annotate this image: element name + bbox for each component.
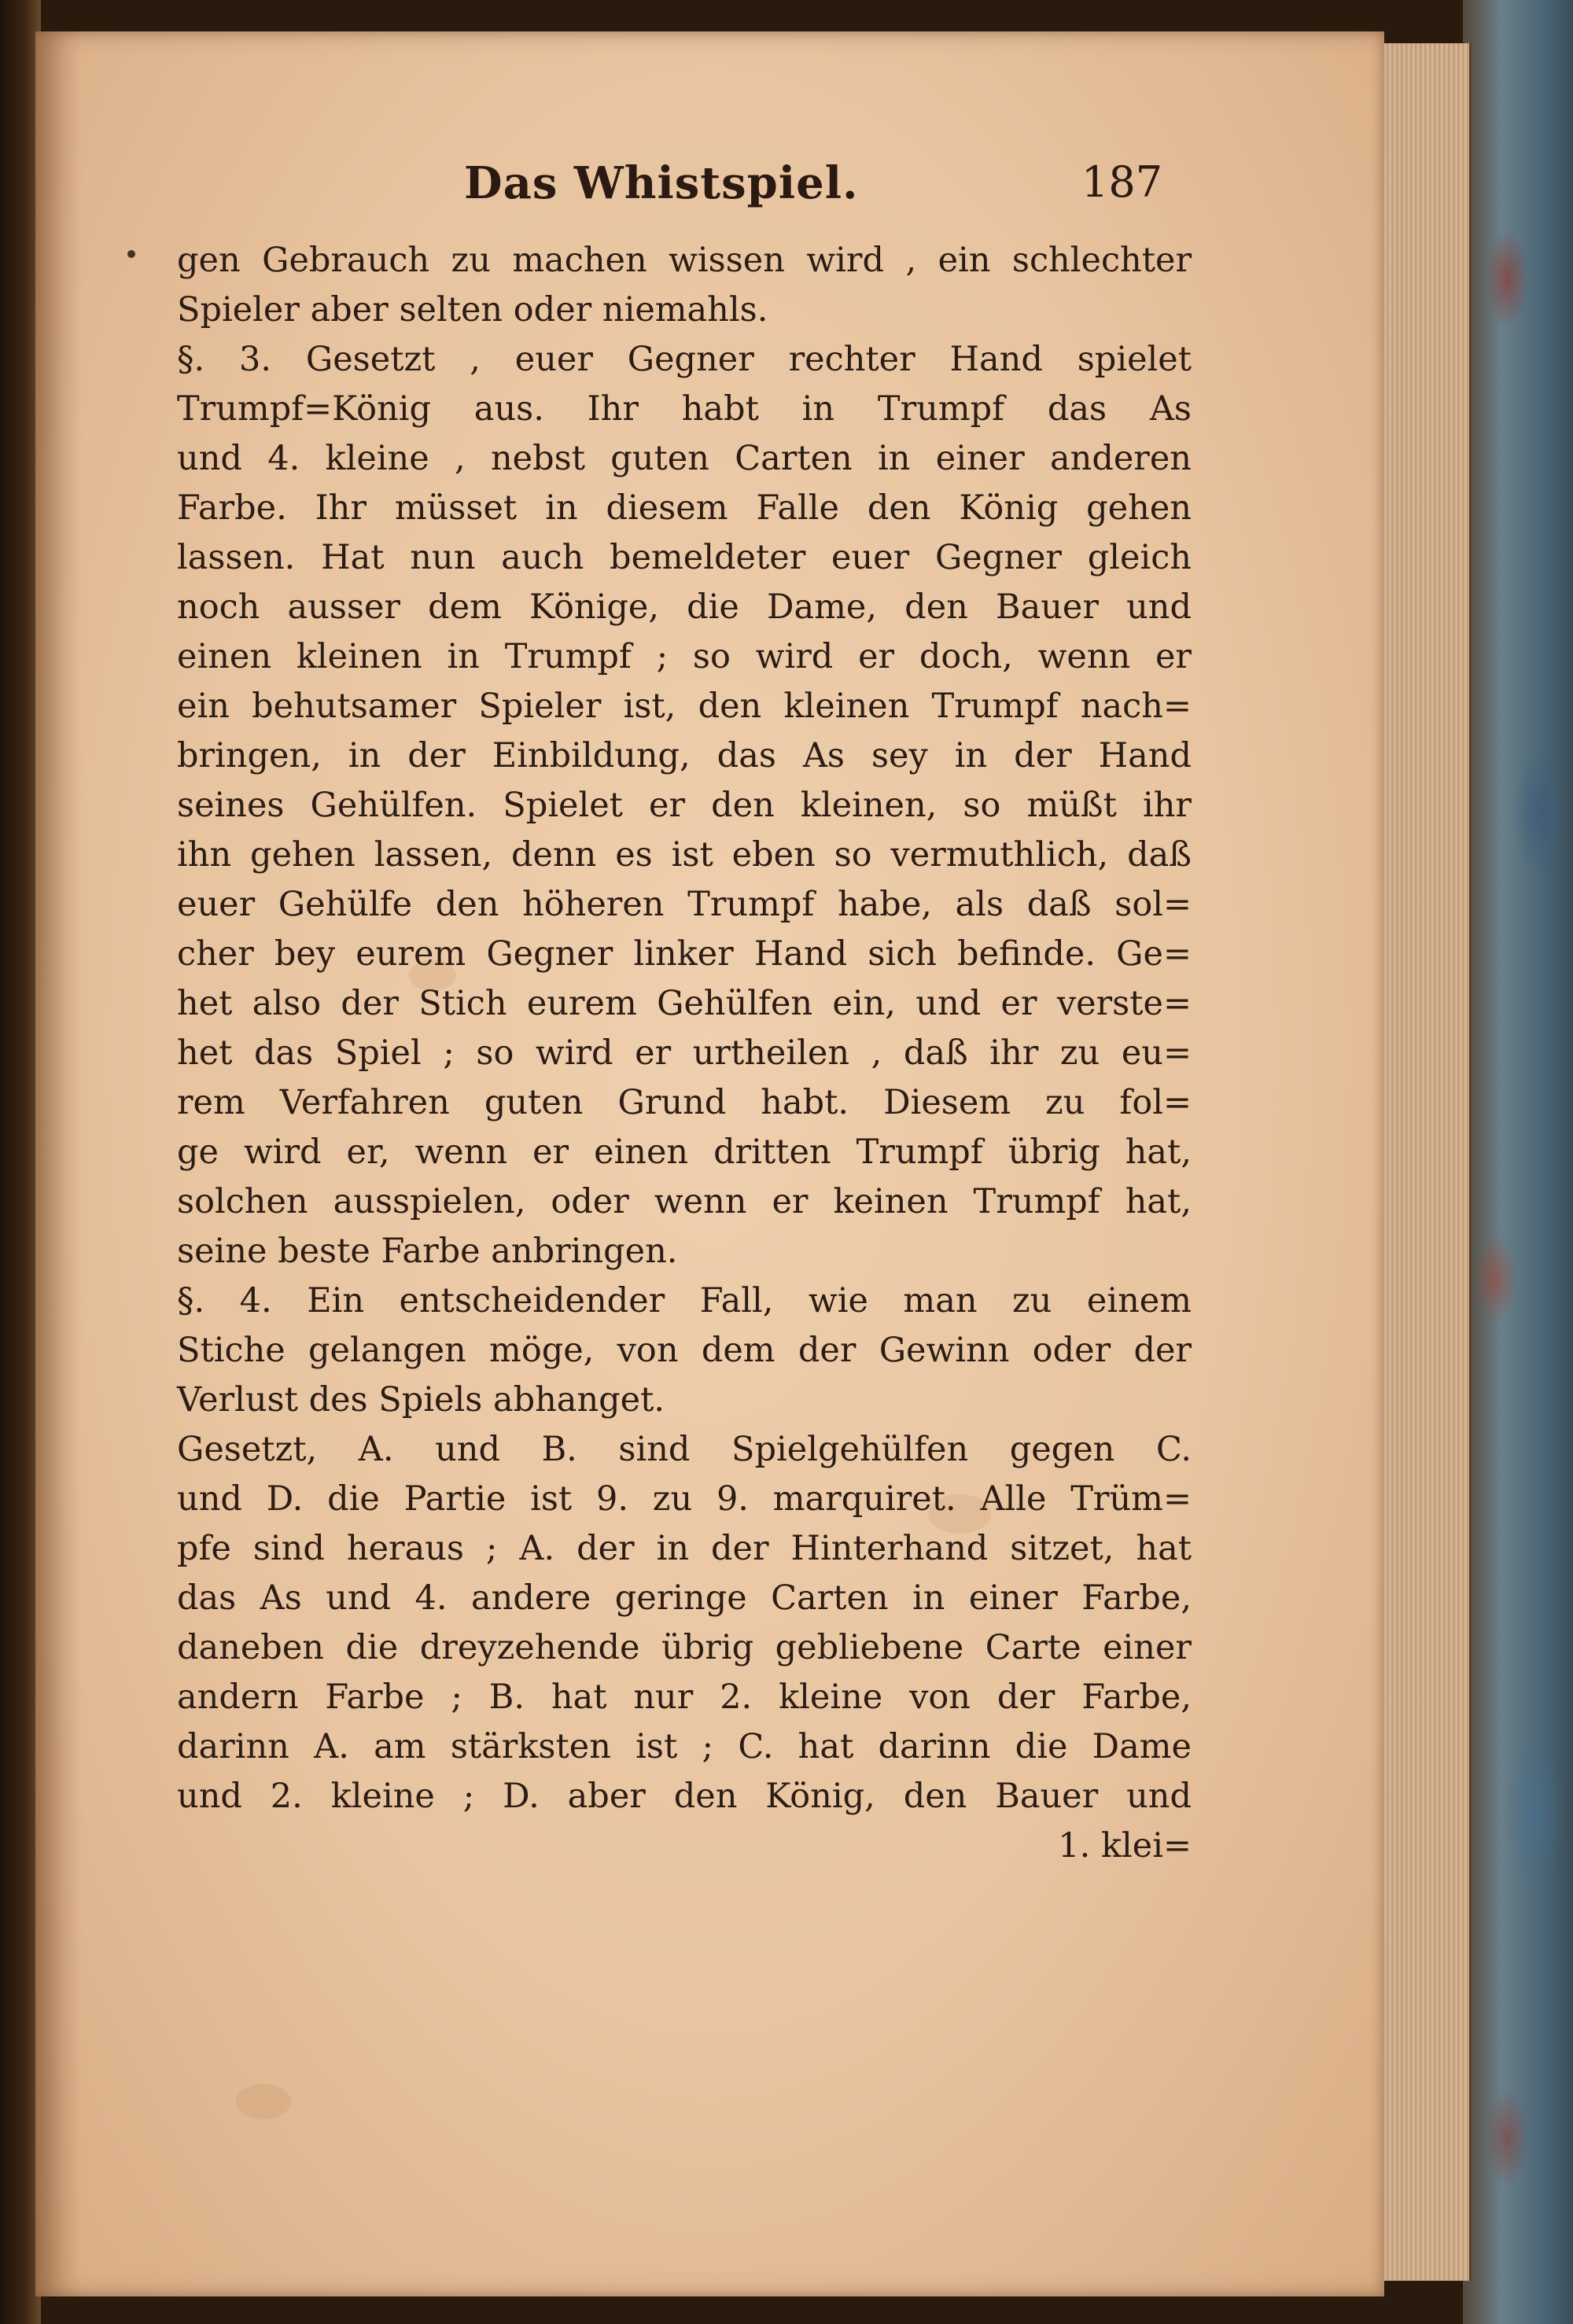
- text-line: darinn A. am stärksten ist ; C. hat darinn die Dame: [177, 1727, 1192, 1766]
- text-line: ein behutsamer Spieler ist, den kleinen Trumpf nach=: [177, 687, 1192, 726]
- catchword: 1. klei=: [1058, 1826, 1192, 1865]
- text-line: Spieler aber selten oder niemahls.: [177, 290, 768, 330]
- text-line: Stiche gelangen möge, von dem der Gewinn oder der: [177, 1331, 1192, 1370]
- text-line: pfe sind heraus ; A. der in der Hinterhand sitzet, hat: [177, 1529, 1192, 1568]
- text-line: andern Farbe ; B. hat nur 2. kleine von der Farbe,: [177, 1678, 1192, 1717]
- marbled-cover: [1463, 0, 1573, 2324]
- text-line: het das Spiel ; so wird er urtheilen , daß ihr zu eu=: [177, 1033, 1192, 1073]
- text-line: gen Gebrauch zu machen wissen wird , ein schlechter: [177, 241, 1192, 280]
- text-line: und 4. kleine , nebst guten Carten in einer anderen: [177, 439, 1192, 478]
- text-line: §. 3. Gesetzt , euer Gegner rechter Hand spielet: [177, 340, 1192, 379]
- text-line: het also der Stich eurem Gehülfen ein, und er verste=: [177, 984, 1192, 1023]
- text-line: seine beste Farbe anbringen.: [177, 1232, 678, 1271]
- text-line: rem Verfahren guten Grund habt. Diesem zu fol=: [177, 1083, 1192, 1122]
- text-line: ihn gehen lassen, denn es ist eben so vermuthlich, daß: [177, 835, 1192, 875]
- text-line: seines Gehülfen. Spielet er den kleinen, so müßt ihr: [177, 786, 1192, 825]
- page-edges: [1375, 43, 1472, 2281]
- page-number: 187: [1081, 157, 1163, 207]
- foxing-spot: [236, 2084, 291, 2120]
- text-line: einen kleinen in Trumpf ; so wird er doch, wenn er: [177, 637, 1192, 676]
- text-line: und 2. kleine ; D. aber den König, den Bauer und: [177, 1777, 1192, 1816]
- text-line: solchen ausspielen, oder wenn er keinen Trumpf hat,: [177, 1182, 1192, 1221]
- body-text: [177, 236, 1192, 1871]
- text-line: euer Gehülfe den höheren Trumpf habe, als daß sol=: [177, 885, 1192, 924]
- text-line: noch ausser dem Könige, die Dame, den Bauer und: [177, 587, 1192, 627]
- text-line: §. 4. Ein entscheidender Fall, wie man zu einem: [177, 1281, 1192, 1320]
- text-line: cher bey eurem Gegner linker Hand sich befinde. Ge=: [177, 934, 1192, 974]
- text-line: daneben die dreyzehende übrig gebliebene Carte einer: [177, 1628, 1192, 1667]
- text-line: ge wird er, wenn er einen dritten Trumpf übrig hat,: [177, 1133, 1192, 1172]
- margin-mark: [127, 250, 135, 258]
- text-line: und D. die Partie ist 9. zu 9. marquiret. Alle Trüm=: [177, 1479, 1192, 1519]
- text-line: das As und 4. andere geringe Carten in einer Farbe,: [177, 1578, 1192, 1618]
- text-line: Trumpf=König aus. Ihr habt in Trumpf das As: [177, 389, 1192, 429]
- text-line: Gesetzt, A. und B. sind Spielgehülfen gegen C.: [177, 1430, 1192, 1469]
- text-line: Verlust des Spiels abhanget.: [177, 1380, 665, 1420]
- gutter-shadow: [35, 31, 83, 2296]
- running-title: Das Whistspiel.: [464, 157, 859, 209]
- text-line: Farbe. Ihr müsset in diesem Falle den König gehen: [177, 488, 1192, 528]
- text-line: lassen. Hat nun auch bemeldeter euer Gegner gleich: [177, 538, 1192, 577]
- page-header: [0, 157, 1573, 220]
- text-line: bringen, in der Einbildung, das As sey in der Hand: [177, 736, 1192, 775]
